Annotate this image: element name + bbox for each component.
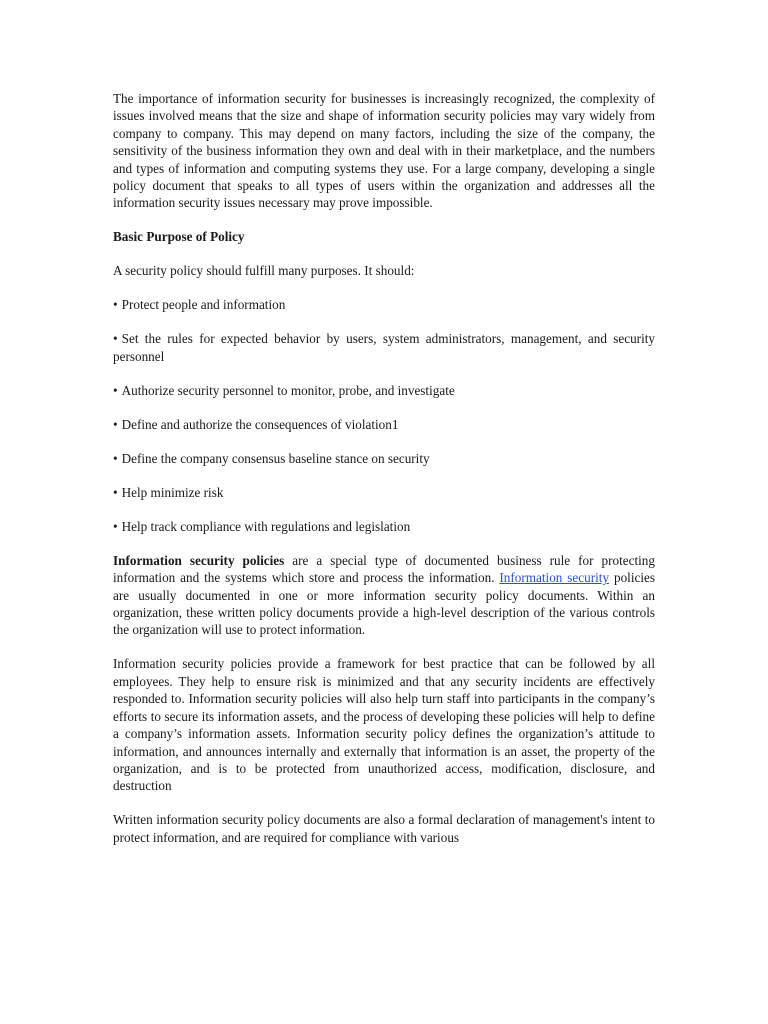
bullet-text: Protect people and information: [121, 297, 286, 313]
bullet-text: Define and authorize the consequences of violation1: [121, 416, 399, 432]
bullet-icon: •: [113, 484, 118, 500]
policies-text-1: are a special type of documented business rule for protecting information and the systems which store and process the information.: [113, 552, 655, 586]
document-body: [113, 90, 655, 863]
policies-paragraph: [113, 552, 655, 639]
purpose-intro: A security policy should fulfill many purposes. It should:: [113, 263, 415, 279]
information-security-link[interactable]: Information security: [499, 570, 610, 586]
bullet-icon: •: [113, 297, 118, 313]
bullet-item: [113, 450, 655, 467]
bullet-item: [113, 296, 655, 313]
intro-paragraph: The importance of information security for businesses is increasingly recognized, the complexity of issues involved means that the size and shape of information security policies may vary widely from company to company. This may depend on many factors, including the size of the company, the sensitivity of the business information they own and deal with in their marketplace, and the numbers and types of information and computing systems they use. For a large company, developing a single policy document that speaks to all types of users within the organization and addresses all the information security issues necessary may prove impossible.: [113, 91, 655, 211]
bullet-item: [113, 382, 655, 399]
bullet-icon: •: [113, 382, 118, 398]
bullet-text: Set the rules for expected behavior by users, system administrators, management, and security personnel: [113, 331, 655, 364]
bullet-icon: •: [113, 416, 118, 432]
bullet-item: [113, 484, 655, 501]
bullet-item: [113, 518, 655, 535]
bullet-item: [113, 330, 655, 365]
policies-bold-lead: Information security policies: [113, 552, 285, 568]
written-paragraph: Written information security policy documents are also a formal declaration of management's intent to protect information, and are required for compliance with various: [113, 812, 655, 845]
bullet-text: Help track compliance with regulations and legislation: [121, 518, 411, 534]
bullet-text: Help minimize risk: [121, 484, 224, 500]
policies-text-2: policies are usually documented in one or more information security policy documents. Within an organization, these written policy documents provide a high-level description of the various controls the organization will use to protect information.: [113, 570, 655, 638]
bullet-icon: •: [113, 450, 118, 466]
framework-paragraph: Information security policies provide a framework for best practice that can be followed by all employees. They help to ensure risk is minimized and that any security incidents are effectively responded to. Information security policies will also help turn staff into participants in the company’s efforts to secure its information assets, and the process of developing these policies will help to define a company’s information assets. Information security policy defines the organization’s attitude to information, and announces internally and externally that information is an asset, the property of the organization, and is to be protected from unauthorized access, modification, disclosure, and destruction: [113, 656, 655, 794]
bullet-icon: •: [113, 518, 118, 534]
bullet-icon: •: [113, 331, 118, 347]
bullet-text: Define the company consensus baseline stance on security: [121, 450, 430, 466]
bullet-item: [113, 416, 655, 433]
bullet-text: Authorize security personnel to monitor, probe, and investigate: [121, 382, 455, 398]
section-heading: Basic Purpose of Policy: [113, 229, 245, 245]
